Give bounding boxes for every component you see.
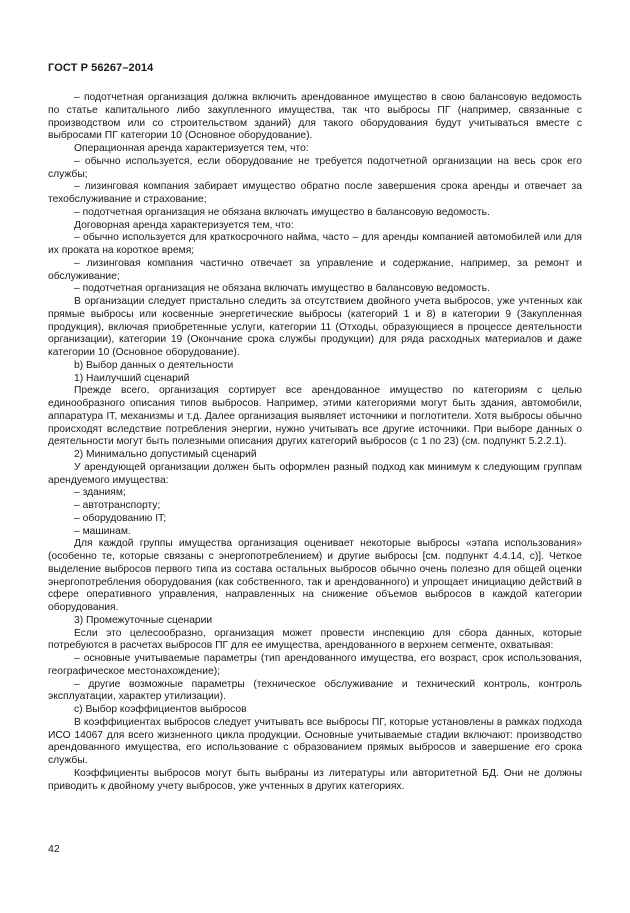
paragraph: – оборудованию IT; bbox=[74, 512, 167, 524]
paragraph: Для каждой группы имущества организация оценивает некоторые выбросы «этапа использования» (особенно те, которые связаны с энергопотреблением) и другие выбросы [см. подпункт 4.4.14, с)]. Четкое выделение выбросов первого типа из состава остальных выбросов обычно очень полезно для общей оценки энергопотребления оборудования (как собственного, так и арендованного) и упрощает инициацию действий в сфере оперативного управления, направленных на снижение объемов выбросов в каждой категории оборудования. bbox=[48, 538, 582, 613]
paragraph: – автотранспорту; bbox=[74, 500, 161, 511]
paragraph: c) Выбор коэффициентов выбросов bbox=[74, 704, 247, 715]
paragraph: – машинам. bbox=[74, 525, 131, 537]
paragraph: – основные учитываемые параметры (тип арендованного имущества, его возраст, срок использования, географическое местонахождение); bbox=[48, 653, 582, 677]
paragraph: Договорная аренда характеризуется тем, что: bbox=[74, 219, 294, 231]
paragraph: 3) Промежуточные сценарии bbox=[74, 614, 213, 626]
paragraph: – другие возможные параметры (техническое обслуживание и технический контроль, контроль эксплуатации, характер утилизации). bbox=[48, 678, 582, 703]
page-number: 42 bbox=[48, 843, 60, 855]
paragraph: – обычно используется, если оборудование не требуется подотчетной организации на весь срок его службы; bbox=[48, 155, 582, 180]
paragraph: В коэффициентах выбросов следует учитывать все выбросы ПГ, которые установлены в рамках подхода ИСО 14067 для всего жизненного цикла продукции. Основные учитываемые стадии включают: производство арендованного имущества, его использование с образованием прямых выбросов и завершение его срока службы. bbox=[48, 716, 582, 766]
paragraph: 1) Наилучший сценарий bbox=[74, 372, 190, 384]
paragraph: – подотчетная организация не обязана включать имущество в балансовую ведомость. bbox=[74, 283, 490, 295]
paragraph: – обычно используется для краткосрочного найма, часто – для аренды компанией автомобилей или для их проката на короткое время; bbox=[48, 232, 582, 256]
paragraph: 2) Минимально допустимый сценарий bbox=[74, 449, 257, 460]
paragraph: – зданиям; bbox=[74, 487, 126, 499]
paragraph: b) Выбор данных о деятельности bbox=[74, 359, 234, 371]
paragraph: Операционная аренда характеризуется тем, что: bbox=[74, 143, 309, 154]
paragraph: В организации следует пристально следить за отсутствием двойного учета выбросов, уже учтенных как прямые выбросы или косвенные энергетические выбросы (категорий 1 и 8) в категории 9 (Закупленная продукция), включая приобретенные услуги, категории 11 (Отходы, образующиеся в процессе деятельности организации), категории 19 (Окончание срока службы продукции) для ряда расходных материалов и даже категории 10 (Основное оборудование). bbox=[48, 296, 582, 358]
document-header: ГОСТ Р 56267–2014 bbox=[48, 62, 154, 74]
paragraph: Прежде всего, организация сортирует все арендованное имущество по категориям с целью единообразного описания типов выбросов. Например, этими категориями могут быть здания, автомобили, аппаратура IT, механизмы и т.д. Далее организация выявляет источники и поглотители. Хотя выбросы обычно происходят вследствие потребления энергии, нужно учитывать все другие источники. При выборе данных о деятельности могут быть полезными описания других категорий выбросов (с 1 по 23) (см. подпункт 5.2.2.1). bbox=[48, 385, 582, 448]
paragraph: Если это целесообразно, организация может провести инспекцию для сбора данных, которые потребуются в расчетах выбросов ПГ для ее имущества, арендованного в верхнем сегменте, охватывая: bbox=[48, 627, 582, 652]
paragraph: – подотчетная организация должна включить арендованное имущество в свою балансовую ведомость по статье капитального либо закупленного имущества, так что выбросы ПГ (например, связанные с производством или со строительством зданий) для такого оборудования будут учитываться вместе с выбросами ПГ категории 10 (Основное оборудование). bbox=[48, 92, 582, 142]
paragraph: – лизинговая компания забирает имущество обратно после завершения срока аренды и отвечает за техобслуживание и страхование; bbox=[48, 181, 582, 205]
paragraph: Коэффициенты выбросов могут быть выбраны из литературы или авторитетной БД. Они не должны приводить к двойному учету выбросов, уже учтенных в других категориях. bbox=[48, 767, 582, 792]
paragraph: У арендующей организации должен быть оформлен разный подход как минимум к следующим группам арендуемого имущества: bbox=[48, 461, 582, 486]
paragraph: – подотчетная организация не обязана включать имущество в балансовую ведомость. bbox=[74, 206, 490, 218]
paragraph: – лизинговая компания частично отвечает за управление и содержание, например, за ремонт и обслуживание; bbox=[48, 257, 582, 282]
document-body bbox=[48, 92, 582, 793]
